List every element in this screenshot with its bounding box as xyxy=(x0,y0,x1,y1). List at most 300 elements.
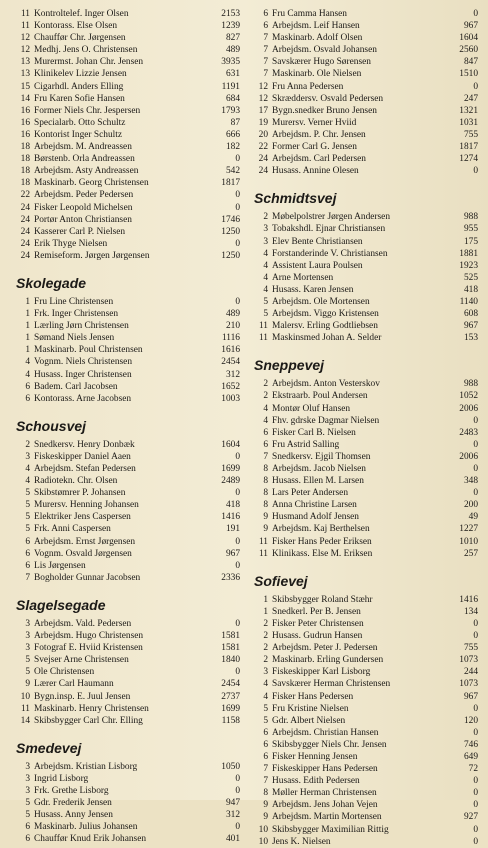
directory-entry xyxy=(252,499,478,511)
entry-value: 3935 xyxy=(221,57,240,68)
house-number: 7 xyxy=(263,776,268,787)
entry-value: 2454 xyxy=(221,357,240,368)
house-number: 3 xyxy=(263,236,268,247)
directory-entry xyxy=(14,250,240,262)
directory-entry xyxy=(252,523,478,535)
resident-name: Vognm. Osvald Jørgensen xyxy=(34,548,132,559)
directory-entry xyxy=(14,81,240,93)
entry-value: 631 xyxy=(225,69,240,80)
house-number: 5 xyxy=(263,703,268,714)
house-number: 18 xyxy=(20,154,30,165)
directory-entry xyxy=(252,475,478,487)
resident-name: Fisker Hans Peder Eriksen xyxy=(272,536,372,547)
entry-value: 0 xyxy=(473,439,478,450)
directory-entry xyxy=(252,8,478,20)
resident-name: Erik Thyge Nielsen xyxy=(34,238,108,249)
directory-entry xyxy=(252,153,478,165)
resident-name: Malersv. Erling Godtliebsen xyxy=(272,321,378,332)
directory-entry xyxy=(252,811,478,823)
house-number: 5 xyxy=(263,715,268,726)
resident-name: Arbejdsm. Leif Hansen xyxy=(272,21,360,32)
house-number: 18 xyxy=(20,178,30,189)
directory-entry xyxy=(14,129,240,141)
resident-name: Elektriker Jens Caspersen xyxy=(34,512,131,523)
entry-value: 153 xyxy=(463,333,478,344)
entry-value: 755 xyxy=(463,643,478,654)
house-number: 24 xyxy=(20,238,30,249)
house-number: 4 xyxy=(25,369,30,380)
directory-entry xyxy=(14,44,240,56)
resident-name: Husass. Ellen M. Larsen xyxy=(272,476,364,487)
resident-name: Frk. Grethe Lisborg xyxy=(34,785,109,796)
house-number: 11 xyxy=(258,333,268,344)
directory-entry xyxy=(252,487,478,499)
directory-entry xyxy=(252,439,478,451)
entry-value: 2489 xyxy=(221,476,240,487)
entry-value: 0 xyxy=(235,618,240,629)
house-number: 4 xyxy=(263,403,268,414)
resident-name: Fru Camma Hansen xyxy=(272,9,347,19)
entry-value: 1581 xyxy=(221,631,240,642)
resident-name: Bygn.insp. E. Juul Jensen xyxy=(34,691,131,702)
resident-name: Maskinarb. Julius Johansen xyxy=(34,822,138,833)
resident-name: Arbejdsm. Ole Mortensen xyxy=(272,296,370,307)
house-number: 4 xyxy=(25,464,30,474)
house-number: 11 xyxy=(20,703,30,714)
house-number: 3 xyxy=(263,224,268,235)
directory-entry xyxy=(252,105,478,117)
directory-entry xyxy=(14,560,240,572)
directory-entry xyxy=(252,129,478,141)
entry-value: 0 xyxy=(235,296,240,307)
entry-value: 1746 xyxy=(221,214,240,225)
directory-entry xyxy=(252,703,478,715)
directory-entry xyxy=(252,165,478,177)
house-number: 24 xyxy=(20,214,30,225)
house-number: 3 xyxy=(25,643,30,654)
resident-name: Murersv. Verner Hviid xyxy=(272,117,357,128)
entry-value: 525 xyxy=(463,272,478,283)
entry-value: 49 xyxy=(468,512,478,523)
house-number: 19 xyxy=(258,117,268,128)
directory-entry xyxy=(14,344,240,356)
entry-value: 312 xyxy=(225,369,240,380)
entry-value: 2560 xyxy=(459,45,478,56)
resident-name: Forstanderinde V. Christiansen xyxy=(272,248,388,259)
entry-value: 755 xyxy=(463,129,478,140)
house-number: 6 xyxy=(25,822,30,833)
resident-name: Maskinarb. Henry Christensen xyxy=(34,703,149,714)
resident-name: Cigarhdl. Anders Elling xyxy=(34,81,124,92)
entry-value: 0 xyxy=(473,166,478,177)
house-number: 5 xyxy=(25,810,30,821)
directory-entry xyxy=(14,20,240,32)
house-number: 24 xyxy=(258,154,268,165)
entry-value: 0 xyxy=(473,81,478,92)
resident-name: Former Carl G. Jensen xyxy=(272,142,357,153)
entry-value: 418 xyxy=(225,500,240,511)
resident-name: Arbejdsm. Kaj Berthelsen xyxy=(272,524,370,535)
directory-entry xyxy=(252,81,478,93)
house-number: 6 xyxy=(25,393,30,404)
entry-value: 1604 xyxy=(459,33,478,44)
resident-name: Ekstraarb. Poul Andersen xyxy=(272,391,368,402)
directory-entry xyxy=(14,202,240,214)
resident-name: Skræddersv. Osvald Pedersen xyxy=(272,93,384,104)
resident-name: Skibstømrer P. Johansen xyxy=(34,488,126,499)
entry-value: 1250 xyxy=(221,250,240,261)
house-number: 3 xyxy=(263,667,268,678)
resident-name: Fisker Hans Pedersen xyxy=(272,691,354,702)
entry-value: 134 xyxy=(463,606,478,617)
resident-name: Fru Line Christensen xyxy=(34,296,114,307)
house-number: 18 xyxy=(20,142,30,153)
entry-value: 418 xyxy=(463,284,478,295)
resident-name: Tobakshdl. Ejnar Christiansen xyxy=(272,224,386,235)
resident-name: Fisker Leopold Michelsen xyxy=(34,202,133,213)
resident-name: Fhv. gdrske Dagmar Nielsen xyxy=(272,415,380,426)
directory-entry xyxy=(252,141,478,153)
house-number: 5 xyxy=(25,488,30,499)
entry-value: 1050 xyxy=(221,761,240,772)
house-number: 3 xyxy=(25,773,30,784)
directory-entry xyxy=(14,475,240,487)
resident-name: Montør Oluf Hansen xyxy=(272,403,351,414)
house-number: 5 xyxy=(25,667,30,678)
directory-entry xyxy=(14,618,240,630)
street-heading: Schmidtsvej xyxy=(254,190,337,207)
entry-value: 1652 xyxy=(221,381,240,392)
resident-name: Gdr. Frederik Jensen xyxy=(34,798,112,809)
directory-entry xyxy=(252,451,478,463)
directory-entry xyxy=(14,797,240,809)
resident-name: Arbejdsm. Jacob Nielsen xyxy=(272,464,366,474)
directory-entry xyxy=(252,630,478,642)
resident-name: Fisker Peter Christensen xyxy=(272,618,364,629)
directory-entry xyxy=(252,211,478,223)
entry-value: 1073 xyxy=(459,655,478,666)
directory-entry xyxy=(252,824,478,836)
directory-entry xyxy=(252,511,478,523)
entry-value: 0 xyxy=(473,836,478,847)
entry-value: 1239 xyxy=(221,21,240,32)
resident-name: Maskinarb. Adolf Olsen xyxy=(272,33,363,44)
entry-value: 0 xyxy=(473,776,478,787)
resident-name: Chauffør Chr. Jørgensen xyxy=(34,33,126,44)
directory-entry xyxy=(14,630,240,642)
directory-entry xyxy=(252,93,478,105)
resident-name: Fisker Henning Jensen xyxy=(272,751,358,762)
entry-value: 2153 xyxy=(221,9,240,19)
resident-name: Maskinarb. Erling Gundersen xyxy=(272,655,384,666)
directory-columns xyxy=(14,8,478,848)
resident-name: Murermst. Johan Chr. Jensen xyxy=(34,57,144,68)
house-number: 6 xyxy=(263,751,268,762)
house-number: 4 xyxy=(263,691,268,702)
house-number: 2 xyxy=(263,618,268,629)
entry-value: 2454 xyxy=(221,679,240,690)
house-number: 4 xyxy=(263,679,268,690)
resident-name: Lars Peter Andersen xyxy=(272,488,349,499)
resident-name: Ingrid Lisborg xyxy=(34,773,89,784)
entry-value: 87 xyxy=(230,117,240,128)
directory-entry xyxy=(14,238,240,250)
house-number: 16 xyxy=(20,129,30,140)
resident-name: Ole Christensen xyxy=(34,667,95,678)
directory-entry xyxy=(14,141,240,153)
directory-entry xyxy=(252,606,478,618)
entry-value: 2336 xyxy=(221,572,240,583)
resident-name: Arbejdsm. Vald. Pedersen xyxy=(34,618,132,629)
street-heading: Smedevej xyxy=(16,739,82,756)
resident-name: Fru Karen Sofie Hansen xyxy=(34,93,125,104)
directory-entry xyxy=(14,68,240,80)
resident-name: Sømand Niels Jensen xyxy=(34,333,115,344)
entry-value: 0 xyxy=(235,560,240,571)
directory-entry xyxy=(252,20,478,32)
directory-entry xyxy=(252,642,478,654)
resident-name: Maskinarb. Georg Christensen xyxy=(34,178,149,189)
house-number: 3 xyxy=(25,785,30,796)
directory-entry xyxy=(252,44,478,56)
directory-entry xyxy=(14,499,240,511)
resident-name: Arbejdsm. Carl Pedersen xyxy=(272,154,366,165)
resident-name: Møller Herman Christensen xyxy=(272,788,377,799)
directory-entry xyxy=(14,165,240,177)
resident-name: Skibsbygger Niels Chr. Jensen xyxy=(272,739,387,750)
entry-value: 746 xyxy=(463,739,478,750)
directory-entry xyxy=(252,799,478,811)
directory-entry xyxy=(14,833,240,845)
resident-name: Fotograf E. Hviid Kristensen xyxy=(34,643,143,654)
resident-name: Husass. Anny Jensen xyxy=(34,810,113,821)
entry-value: 542 xyxy=(225,166,240,177)
directory-entry xyxy=(252,248,478,260)
directory-entry xyxy=(252,56,478,68)
entry-value: 1699 xyxy=(221,464,240,474)
house-number: 14 xyxy=(20,93,30,104)
directory-entry xyxy=(252,403,478,415)
directory-entry xyxy=(14,678,240,690)
resident-name: Fiskeskipper Daniel Aaen xyxy=(34,451,131,462)
resident-name: Remiseform. Jørgen Jørgensen xyxy=(34,250,150,261)
house-number: 9 xyxy=(263,800,268,811)
entry-value: 0 xyxy=(473,788,478,799)
house-number: 5 xyxy=(25,500,30,511)
directory-entry xyxy=(14,642,240,654)
entry-value: 244 xyxy=(463,667,478,678)
house-number: 12 xyxy=(20,45,30,56)
resident-name: Vognm. Niels Christensen xyxy=(34,357,133,368)
resident-name: Snedkerl. Per B. Jensen xyxy=(272,606,361,617)
entry-value: 684 xyxy=(225,93,240,104)
directory-entry xyxy=(14,369,240,381)
directory-entry xyxy=(252,727,478,739)
house-number: 3 xyxy=(25,631,30,642)
directory-entry xyxy=(252,787,478,799)
resident-name: Snedkersv. Ejgil Thomsen xyxy=(272,451,371,462)
directory-entry xyxy=(14,691,240,703)
house-number: 6 xyxy=(263,21,268,32)
directory-entry xyxy=(252,751,478,763)
entry-value: 0 xyxy=(235,667,240,678)
directory-entry xyxy=(252,654,478,666)
house-number: 24 xyxy=(20,226,30,237)
entry-value: 1416 xyxy=(221,512,240,523)
entry-value: 312 xyxy=(225,810,240,821)
entry-value: 947 xyxy=(225,798,240,809)
entry-value: 200 xyxy=(463,500,478,511)
entry-value: 489 xyxy=(225,309,240,320)
directory-entry xyxy=(252,715,478,727)
resident-name: Arbejdsm. P. Chr. Jensen xyxy=(272,129,366,140)
entry-value: 1031 xyxy=(459,117,478,128)
directory-entry xyxy=(14,439,240,451)
house-number: 24 xyxy=(258,166,268,177)
resident-name: Anna Christine Larsen xyxy=(272,500,357,511)
resident-name: Fru Kristine Nielsen xyxy=(272,703,349,714)
directory-entry xyxy=(14,356,240,368)
directory-entry xyxy=(14,536,240,548)
resident-name: Kontroltelef. Inger Olsen xyxy=(34,9,129,19)
entry-value: 257 xyxy=(463,548,478,559)
resident-name: Elev Bente Christiansen xyxy=(272,236,363,247)
directory-entry xyxy=(252,378,478,390)
entry-value: 0 xyxy=(235,190,240,201)
entry-value: 1416 xyxy=(459,594,478,605)
entry-value: 0 xyxy=(473,618,478,629)
directory-entry xyxy=(252,272,478,284)
entry-value: 2006 xyxy=(459,403,478,414)
house-number: 2 xyxy=(263,212,268,223)
house-number: 22 xyxy=(20,190,30,201)
house-number: 2 xyxy=(263,379,268,390)
directory-entry xyxy=(14,666,240,678)
resident-name: Kontorass. Arne Jacobsen xyxy=(34,393,132,404)
directory-entry xyxy=(14,511,240,523)
entry-value: 489 xyxy=(225,45,240,56)
entry-value: 649 xyxy=(463,751,478,762)
directory-column-left xyxy=(14,8,240,848)
entry-value: 2006 xyxy=(459,451,478,462)
resident-name: Husass. Edith Pedersen xyxy=(272,776,360,787)
house-number: 6 xyxy=(25,548,30,559)
entry-value: 0 xyxy=(473,9,478,19)
directory-entry xyxy=(14,226,240,238)
entry-value: 988 xyxy=(463,379,478,390)
house-number: 2 xyxy=(263,391,268,402)
house-number: 1 xyxy=(25,296,30,307)
house-number: 9 xyxy=(263,512,268,523)
resident-name: Møbelpolstrer Jørgen Andersen xyxy=(272,212,391,223)
directory-entry xyxy=(14,703,240,715)
house-number: 5 xyxy=(263,309,268,320)
entry-value: 348 xyxy=(463,476,478,487)
entry-value: 2737 xyxy=(221,691,240,702)
resident-name: Skibsbygger Maximilian Rittig xyxy=(272,824,389,835)
house-number: 16 xyxy=(20,117,30,128)
entry-value: 927 xyxy=(463,812,478,823)
resident-name: Husass. Annine Olesen xyxy=(272,166,359,177)
entry-value: 2483 xyxy=(459,427,478,438)
house-number: 5 xyxy=(25,512,30,523)
house-number: 7 xyxy=(263,33,268,44)
directory-entry xyxy=(252,68,478,80)
directory-entry xyxy=(14,117,240,129)
directory-entry xyxy=(14,572,240,584)
entry-value: 1616 xyxy=(221,345,240,356)
house-number: 6 xyxy=(25,834,30,845)
house-number: 8 xyxy=(263,500,268,511)
street-heading: Slagelsegade xyxy=(16,596,106,613)
directory-entry xyxy=(14,93,240,105)
directory-entry xyxy=(14,332,240,344)
resident-name: Arbejdsm. Anton Vesterskov xyxy=(272,379,380,390)
entry-value: 1604 xyxy=(221,439,240,450)
directory-entry xyxy=(252,691,478,703)
house-number: 7 xyxy=(263,764,268,775)
house-number: 7 xyxy=(263,45,268,56)
directory-entry xyxy=(252,678,478,690)
house-number: 5 xyxy=(25,524,30,535)
resident-name: Fru Anna Pedersen xyxy=(272,81,344,92)
directory-entry xyxy=(252,739,478,751)
entry-value: 1321 xyxy=(459,105,478,116)
house-number: 2 xyxy=(263,631,268,642)
resident-name: Fisker Carl B. Nielsen xyxy=(272,427,356,438)
entry-value: 1840 xyxy=(221,655,240,666)
entry-value: 1191 xyxy=(221,81,240,92)
directory-entry xyxy=(14,773,240,785)
entry-value: 1699 xyxy=(221,703,240,714)
street-heading: Schousvej xyxy=(16,417,87,434)
entry-value: 0 xyxy=(235,773,240,784)
entry-value: 967 xyxy=(463,21,478,32)
resident-name: Jens K. Nielsen xyxy=(272,836,331,847)
resident-name: Svejser Arne Christensen xyxy=(34,655,129,666)
house-number: 5 xyxy=(263,296,268,307)
resident-name: Former Niels Chr. Jespersen xyxy=(34,105,141,116)
house-number: 4 xyxy=(263,284,268,295)
house-number: 6 xyxy=(263,727,268,738)
directory-entry xyxy=(14,393,240,405)
resident-name: Fiskeskipper Karl Lisborg xyxy=(272,667,371,678)
directory-entry xyxy=(14,487,240,499)
resident-name: Kasserer Carl P. Nielsen xyxy=(34,226,126,237)
entry-value: 1003 xyxy=(221,393,240,404)
entry-value: 401 xyxy=(225,834,240,845)
house-number: 6 xyxy=(263,439,268,450)
entry-value: 1052 xyxy=(459,391,478,402)
entry-value: 1073 xyxy=(459,679,478,690)
directory-column-right xyxy=(252,8,478,848)
house-number: 12 xyxy=(20,33,30,44)
directory-entry xyxy=(14,463,240,475)
resident-name: Arbejdsm. Viggo Kristensen xyxy=(272,309,379,320)
entry-value: 1140 xyxy=(459,296,478,307)
entry-value: 608 xyxy=(463,309,478,320)
house-number: 6 xyxy=(25,381,30,392)
house-number: 4 xyxy=(263,272,268,283)
house-number: 5 xyxy=(25,655,30,666)
directory-entry xyxy=(252,284,478,296)
house-number: 4 xyxy=(25,476,30,487)
directory-entry xyxy=(14,308,240,320)
directory-entry xyxy=(14,381,240,393)
resident-name: Arbejdsm. Osvald Johansen xyxy=(272,45,377,56)
resident-name: Fiskeskipper Hans Pedersen xyxy=(272,764,378,775)
house-number: 3 xyxy=(25,761,30,772)
